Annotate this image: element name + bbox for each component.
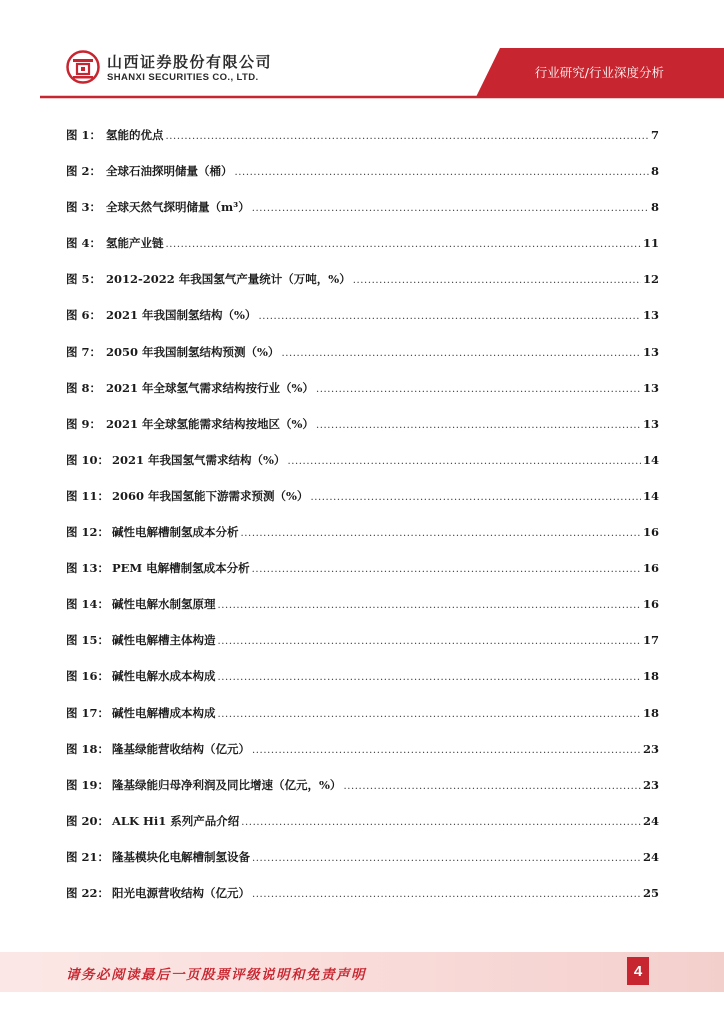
toc-row[interactable] [66,235,659,271]
company-name-cn: 山西证券股份有限公司 [107,53,273,71]
toc-dot-leader [316,384,641,395]
toc-dot-leader [166,239,641,250]
toc-figure-label: 图 1： [66,128,102,142]
toc-page-number: 23 [642,777,659,792]
toc-page-number: 14 [642,488,659,503]
toc-page-number: 16 [642,525,659,540]
toc-page-number: 14 [642,452,659,467]
toc-page-number: 13 [642,380,659,395]
toc-page-number: 8 [650,200,659,215]
toc-row[interactable] [66,596,659,632]
toc-figure-title: 阳光电源营收结构（亿元） [112,885,250,900]
toc-page-number: 18 [642,705,659,720]
toc-row[interactable] [66,344,659,380]
page-header [0,0,724,110]
toc-page-number: 16 [642,561,659,576]
toc-dot-leader [310,492,641,503]
toc-figure-label: 图 10： [66,452,110,467]
toc-dot-leader [252,564,641,575]
toc-figure-title: 碱性电解水成本构成 [112,669,216,684]
toc-figure-title: 隆基绿能归母净利润及同比增速（亿元，%） [112,777,342,792]
toc-figure-title: PEM 电解槽制氢成本分析 [112,561,250,576]
toc-page-number: 16 [642,597,659,612]
toc-figure-title: ALK Hi1 系列产品介绍 [112,813,240,828]
toc-figure-title: 2012-2022 年我国氢气产量统计（万吨，%） [106,272,351,287]
toc-page-number: 11 [642,236,659,251]
toc-dot-leader [218,672,641,683]
toc-dot-leader [218,600,641,611]
toc-row[interactable] [66,705,659,741]
toc-row[interactable] [66,163,659,199]
toc-figure-label: 图 12： [66,525,110,540]
section-title: 行业研究/行业深度分析 [534,65,664,80]
page-number-badge: 4 [627,957,649,985]
toc-dot-leader [287,456,641,467]
company-name-en: SHANXI SECURITIES CO., LTD. [107,72,259,83]
toc-dot-leader [166,131,649,142]
toc-figure-label: 图 17： [66,705,110,720]
toc-figure-label: 图 18： [66,741,110,756]
toc-page-number: 17 [642,633,659,648]
toc-figure-title: 碱性电解槽制氢成本分析 [112,525,239,540]
toc-page-number: 13 [642,308,659,323]
footer-disclaimer: 请务必阅读最后一页股票评级说明和免责声明 [66,967,366,983]
toc-figure-label: 图 16： [66,669,110,684]
toc-figure-label: 图 3： [66,200,102,215]
toc-figure-title: 2021 年我国制氢结构（%） [106,308,257,323]
toc-row[interactable] [66,488,659,524]
toc-row[interactable] [66,813,659,849]
toc-row[interactable] [66,524,659,560]
toc-page-number: 7 [650,128,659,142]
toc-figure-title: 隆基绿能营收结构（亿元） [112,741,250,756]
toc-figure-title: 碱性电解槽主体构造 [112,633,216,648]
toc-row[interactable] [66,741,659,777]
toc-row[interactable] [66,668,659,704]
figure-index-list [66,127,659,921]
toc-dot-leader [218,636,641,647]
toc-figure-label: 图 4： [66,236,102,251]
toc-row[interactable] [66,885,659,921]
company-logo-icon [66,50,100,84]
toc-figure-title: 隆基模块化电解槽制氢设备 [112,849,250,864]
toc-figure-label: 图 8： [66,380,102,395]
toc-figure-title: 碱性电解水制氢原理 [112,597,216,612]
toc-figure-label: 图 14： [66,597,110,612]
toc-page-number: 23 [642,741,659,756]
toc-row[interactable] [66,307,659,343]
toc-dot-leader [252,889,641,900]
toc-figure-title: 2021 年全球氢气需求结构按行业（%） [106,380,314,395]
toc-page-number: 13 [642,344,659,359]
toc-dot-leader [241,528,641,539]
toc-figure-title: 2050 年我国制氢结构预测（%） [106,344,280,359]
toc-row[interactable] [66,849,659,885]
toc-page-number: 24 [642,849,659,864]
toc-dot-leader [316,420,641,431]
toc-figure-title: 氢能产业链 [106,236,164,251]
toc-dot-leader [252,853,641,864]
toc-figure-label: 图 20： [66,813,110,828]
toc-row[interactable] [66,560,659,596]
toc-figure-title: 2021 年全球氢能需求结构按地区（%） [106,416,314,431]
toc-page-number: 13 [642,416,659,431]
toc-row[interactable] [66,416,659,452]
toc-dot-leader [252,745,641,756]
toc-dot-leader [218,709,641,720]
toc-dot-leader [241,817,641,828]
toc-row[interactable] [66,452,659,488]
toc-figure-label: 图 15： [66,633,110,648]
toc-page-number: 12 [642,272,659,287]
toc-figure-title: 氢能的优点 [106,128,164,142]
toc-page-number: 18 [642,669,659,684]
toc-figure-label: 图 2： [66,164,102,179]
toc-dot-leader [353,275,641,286]
toc-dot-leader [235,167,649,178]
toc-dot-leader [252,203,649,214]
toc-figure-label: 图 19： [66,777,110,792]
toc-row[interactable] [66,632,659,668]
toc-page-number: 8 [650,164,659,179]
toc-dot-leader [281,348,641,359]
toc-row[interactable] [66,127,659,163]
toc-figure-title: 2060 年我国氢能下游需求预测（%） [112,488,309,503]
toc-row[interactable] [66,777,659,813]
toc-page-number: 24 [642,813,659,828]
toc-row[interactable] [66,380,659,416]
toc-dot-leader [343,781,641,792]
toc-figure-label: 图 7： [66,344,102,359]
toc-row[interactable] [66,271,659,307]
toc-figure-title: 2021 年我国氢气需求结构（%） [112,452,286,467]
toc-figure-label: 图 11： [66,488,110,503]
toc-page-number: 25 [642,885,659,900]
toc-figure-label: 图 21： [66,849,110,864]
toc-dot-leader [258,311,641,322]
toc-figure-title: 全球石油探明储量（桶） [106,164,233,179]
toc-figure-label: 图 9： [66,416,102,431]
toc-figure-label: 图 22： [66,885,110,900]
toc-figure-label: 图 6： [66,308,102,323]
toc-row[interactable] [66,199,659,235]
toc-figure-label: 图 13： [66,561,110,576]
toc-figure-title: 全球天然气探明储量（m³） [106,200,250,215]
toc-figure-label: 图 5： [66,272,102,287]
toc-figure-title: 碱性电解槽成本构成 [112,705,216,720]
